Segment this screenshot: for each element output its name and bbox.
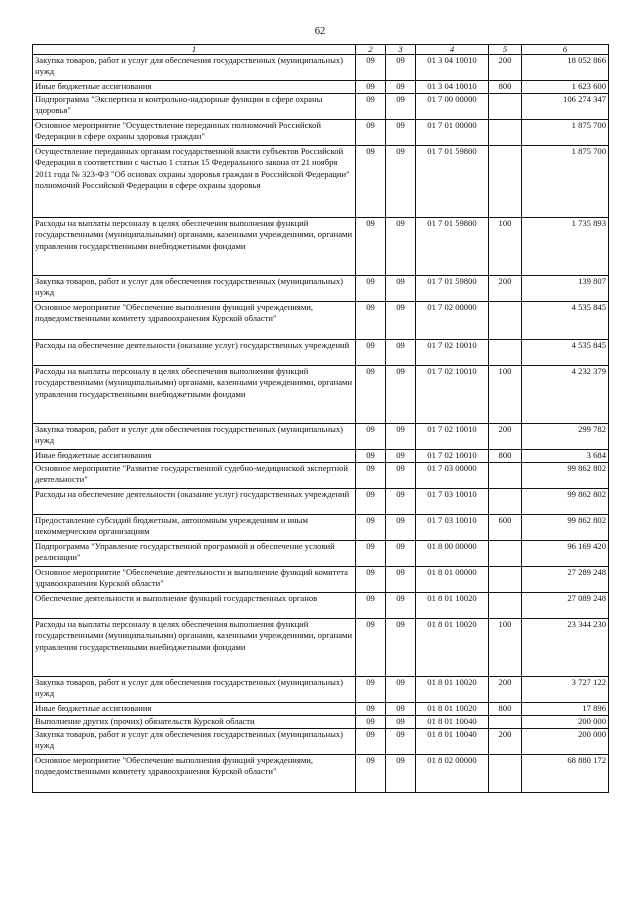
row-expense-type bbox=[489, 593, 522, 619]
row-subsection: 09 bbox=[386, 677, 416, 703]
table-row bbox=[33, 81, 609, 94]
table-row bbox=[33, 450, 609, 463]
table-row bbox=[33, 366, 609, 424]
row-target-code: 01 7 02 00000 bbox=[416, 302, 489, 340]
row-subsection: 09 bbox=[386, 120, 416, 146]
row-target-code: 01 8 02 00000 bbox=[416, 755, 489, 793]
row-amount: 3 684 bbox=[522, 450, 609, 463]
row-subsection: 09 bbox=[386, 276, 416, 302]
row-section: 09 bbox=[356, 729, 386, 755]
header-cell-expense-type: 5 bbox=[489, 45, 522, 55]
row-name: Подпрограмма "Управление государственной программой и обеспечение условий реализации" bbox=[33, 541, 356, 567]
header-cell-section: 2 bbox=[356, 45, 386, 55]
row-name: Основное мероприятие "Обеспечение выполнения функций учреждениями, подведомственными комитету здравоохранения Курской области" bbox=[33, 302, 356, 340]
row-target-code: 01 7 02 10010 bbox=[416, 340, 489, 366]
row-section: 09 bbox=[356, 619, 386, 677]
row-name: Закупка товаров, работ и услуг для обеспечения государственных (муниципальных) нужд bbox=[33, 424, 356, 450]
row-target-code: 01 8 01 10020 bbox=[416, 593, 489, 619]
table-row bbox=[33, 302, 609, 340]
row-expense-type bbox=[489, 146, 522, 218]
row-section: 09 bbox=[356, 567, 386, 593]
row-target-code: 01 7 01 59800 bbox=[416, 218, 489, 276]
table-row bbox=[33, 677, 609, 703]
row-expense-type: 100 bbox=[489, 218, 522, 276]
row-amount: 99 862 802 bbox=[522, 463, 609, 489]
row-name: Обеспечение деятельности и выполнение функций государственных органов bbox=[33, 593, 356, 619]
row-expense-type bbox=[489, 489, 522, 515]
row-expense-type: 200 bbox=[489, 677, 522, 703]
row-name: Иные бюджетные ассигнования bbox=[33, 81, 356, 94]
row-section: 09 bbox=[356, 541, 386, 567]
row-subsection: 09 bbox=[386, 81, 416, 94]
row-section: 09 bbox=[356, 81, 386, 94]
row-expense-type: 800 bbox=[489, 703, 522, 716]
header-cell-subsection: 3 bbox=[386, 45, 416, 55]
table-row bbox=[33, 424, 609, 450]
row-section: 09 bbox=[356, 450, 386, 463]
row-amount: 4 232 379 bbox=[522, 366, 609, 424]
row-amount: 27 089 248 bbox=[522, 593, 609, 619]
row-target-code: 01 7 03 10010 bbox=[416, 489, 489, 515]
header-cell-target-code: 4 bbox=[416, 45, 489, 55]
row-name: Выполнение других (прочих) обязательств Курской области bbox=[33, 716, 356, 729]
table-row bbox=[33, 716, 609, 729]
row-subsection: 09 bbox=[386, 302, 416, 340]
row-amount: 1 623 600 bbox=[522, 81, 609, 94]
row-target-code: 01 8 01 10020 bbox=[416, 677, 489, 703]
row-name: Предоставление субсидий бюджетным, автономным учреждениям и иным некоммерческим организациям bbox=[33, 515, 356, 541]
row-subsection: 09 bbox=[386, 340, 416, 366]
row-amount: 17 896 bbox=[522, 703, 609, 716]
table-row bbox=[33, 703, 609, 716]
row-amount: 139 807 bbox=[522, 276, 609, 302]
header-cell-amount: 6 bbox=[522, 45, 609, 55]
row-section: 09 bbox=[356, 146, 386, 218]
row-section: 09 bbox=[356, 463, 386, 489]
row-section: 09 bbox=[356, 276, 386, 302]
row-amount: 299 782 bbox=[522, 424, 609, 450]
row-section: 09 bbox=[356, 366, 386, 424]
table-row bbox=[33, 755, 609, 793]
row-target-code: 01 8 01 00000 bbox=[416, 567, 489, 593]
row-name: Подпрограмма "Экспертиза и контрольно-надзорные функции в сфере охраны здоровья" bbox=[33, 94, 356, 120]
row-amount: 1 875 700 bbox=[522, 146, 609, 218]
row-subsection: 09 bbox=[386, 55, 416, 81]
row-subsection: 09 bbox=[386, 424, 416, 450]
row-name: Иные бюджетные ассигнования bbox=[33, 703, 356, 716]
table-row bbox=[33, 729, 609, 755]
row-target-code: 01 8 01 10020 bbox=[416, 619, 489, 677]
row-name: Закупка товаров, работ и услуг для обеспечения государственных (муниципальных) нужд bbox=[33, 276, 356, 302]
row-amount: 200 000 bbox=[522, 716, 609, 729]
row-section: 09 bbox=[356, 489, 386, 515]
row-section: 09 bbox=[356, 515, 386, 541]
row-expense-type bbox=[489, 541, 522, 567]
row-expense-type: 200 bbox=[489, 424, 522, 450]
row-subsection: 09 bbox=[386, 218, 416, 276]
page-number: 62 bbox=[314, 26, 326, 37]
row-target-code: 01 7 03 10010 bbox=[416, 515, 489, 541]
row-expense-type bbox=[489, 716, 522, 729]
row-section: 09 bbox=[356, 302, 386, 340]
row-expense-type: 100 bbox=[489, 366, 522, 424]
row-amount: 4 535 845 bbox=[522, 302, 609, 340]
row-name: Иные бюджетные ассигнования bbox=[33, 450, 356, 463]
row-amount: 3 727 122 bbox=[522, 677, 609, 703]
table-row bbox=[33, 619, 609, 677]
table-row bbox=[33, 541, 609, 567]
table-row bbox=[33, 593, 609, 619]
table-row bbox=[33, 55, 609, 81]
row-target-code: 01 7 03 00000 bbox=[416, 463, 489, 489]
row-section: 09 bbox=[356, 120, 386, 146]
row-subsection: 09 bbox=[386, 366, 416, 424]
row-subsection: 09 bbox=[386, 703, 416, 716]
row-expense-type bbox=[489, 120, 522, 146]
row-target-code: 01 7 02 10010 bbox=[416, 450, 489, 463]
row-name: Основное мероприятие "Осуществление переданных полномочий Российской Федерации в сфере охраны здоровья граждан" bbox=[33, 120, 356, 146]
row-section: 09 bbox=[356, 677, 386, 703]
row-subsection: 09 bbox=[386, 489, 416, 515]
row-expense-type: 100 bbox=[489, 619, 522, 677]
row-target-code: 01 3 04 10010 bbox=[416, 55, 489, 81]
row-subsection: 09 bbox=[386, 94, 416, 120]
row-section: 09 bbox=[356, 55, 386, 81]
table-row bbox=[33, 515, 609, 541]
row-target-code: 01 7 01 00000 bbox=[416, 120, 489, 146]
row-subsection: 09 bbox=[386, 463, 416, 489]
table-row bbox=[33, 489, 609, 515]
row-name: Расходы на обеспечение деятельности (оказание услуг) государственных учреждений bbox=[33, 489, 356, 515]
row-amount: 200 000 bbox=[522, 729, 609, 755]
row-name: Расходы на обеспечение деятельности (оказание услуг) государственных учреждений bbox=[33, 340, 356, 366]
row-amount: 96 169 420 bbox=[522, 541, 609, 567]
row-expense-type: 800 bbox=[489, 450, 522, 463]
table-row bbox=[33, 94, 609, 120]
row-amount: 18 052 866 bbox=[522, 55, 609, 81]
row-amount: 106 274 347 bbox=[522, 94, 609, 120]
row-amount: 99 862 802 bbox=[522, 489, 609, 515]
row-section: 09 bbox=[356, 755, 386, 793]
row-name: Закупка товаров, работ и услуг для обеспечения государственных (муниципальных) нужд bbox=[33, 677, 356, 703]
table-row bbox=[33, 120, 609, 146]
row-subsection: 09 bbox=[386, 515, 416, 541]
row-amount: 99 862 802 bbox=[522, 515, 609, 541]
row-name: Закупка товаров, работ и услуг для обеспечения государственных (муниципальных) нужд bbox=[33, 55, 356, 81]
row-name: Расходы на выплаты персоналу в целях обеспечения выполнения функций государственными (муниципальными) органами, казенными учреждениями, органами управления государственными внебюджетными фондами bbox=[33, 366, 356, 424]
row-expense-type: 200 bbox=[489, 276, 522, 302]
row-section: 09 bbox=[356, 424, 386, 450]
row-section: 09 bbox=[356, 703, 386, 716]
row-section: 09 bbox=[356, 94, 386, 120]
row-target-code: 01 7 00 00000 bbox=[416, 94, 489, 120]
table-row bbox=[33, 146, 609, 218]
row-target-code: 01 8 01 10040 bbox=[416, 716, 489, 729]
row-expense-type bbox=[489, 755, 522, 793]
row-target-code: 01 7 02 10010 bbox=[416, 424, 489, 450]
row-name: Основное мероприятие "Развитие государственной судебно-медицинской экспертной деятельности" bbox=[33, 463, 356, 489]
row-subsection: 09 bbox=[386, 593, 416, 619]
row-subsection: 09 bbox=[386, 716, 416, 729]
row-expense-type: 600 bbox=[489, 515, 522, 541]
table-row bbox=[33, 218, 609, 276]
row-subsection: 09 bbox=[386, 619, 416, 677]
row-target-code: 01 7 01 59800 bbox=[416, 276, 489, 302]
row-target-code: 01 3 04 10010 bbox=[416, 81, 489, 94]
row-amount: 27 289 248 bbox=[522, 567, 609, 593]
row-name: Осуществление переданных органам государственной власти субъектов Российской Федерации в соответствии с частью 1 статьи 15 Федерального закона от 21 ноября 2011 года № 323-ФЗ "Об основах охраны здоровья граждан в Российской Федерации" полномочий Российской Федерации в сфере охраны здоровья bbox=[33, 146, 356, 218]
row-amount: 1 735 893 bbox=[522, 218, 609, 276]
row-amount: 68 880 172 bbox=[522, 755, 609, 793]
row-target-code: 01 7 01 59800 bbox=[416, 146, 489, 218]
table-row bbox=[33, 463, 609, 489]
row-name: Основное мероприятие "Обеспечение выполнения функций учреждениями, подведомственными комитету здравоохранения Курской области" bbox=[33, 755, 356, 793]
row-section: 09 bbox=[356, 716, 386, 729]
row-subsection: 09 bbox=[386, 146, 416, 218]
row-subsection: 09 bbox=[386, 450, 416, 463]
row-section: 09 bbox=[356, 340, 386, 366]
row-name: Закупка товаров, работ и услуг для обеспечения государственных (муниципальных) нужд bbox=[33, 729, 356, 755]
row-subsection: 09 bbox=[386, 567, 416, 593]
table-row bbox=[33, 567, 609, 593]
header-cell-name: 1 bbox=[33, 45, 356, 55]
row-subsection: 09 bbox=[386, 541, 416, 567]
row-expense-type: 800 bbox=[489, 81, 522, 94]
row-expense-type bbox=[489, 340, 522, 366]
row-expense-type bbox=[489, 463, 522, 489]
row-section: 09 bbox=[356, 218, 386, 276]
row-target-code: 01 8 01 10040 bbox=[416, 729, 489, 755]
row-expense-type: 200 bbox=[489, 55, 522, 81]
row-name: Расходы на выплаты персоналу в целях обеспечения выполнения функций государственными (муниципальными) органами, казенными учреждениями, органами управления государственными внебюджетными фондами bbox=[33, 218, 356, 276]
row-expense-type bbox=[489, 302, 522, 340]
row-target-code: 01 8 00 00000 bbox=[416, 541, 489, 567]
row-expense-type bbox=[489, 567, 522, 593]
row-target-code: 01 7 02 10010 bbox=[416, 366, 489, 424]
row-amount: 4 535 845 bbox=[522, 340, 609, 366]
table-row bbox=[33, 276, 609, 302]
table-row bbox=[33, 340, 609, 366]
row-expense-type bbox=[489, 94, 522, 120]
row-subsection: 09 bbox=[386, 729, 416, 755]
row-name: Основное мероприятие "Обеспечение деятельности и выполнение функций комитета здравоохранения Курской области" bbox=[33, 567, 356, 593]
row-expense-type: 200 bbox=[489, 729, 522, 755]
row-amount: 23 344 230 bbox=[522, 619, 609, 677]
budget-table bbox=[32, 44, 609, 793]
row-target-code: 01 8 01 10020 bbox=[416, 703, 489, 716]
row-name: Расходы на выплаты персоналу в целях обеспечения выполнения функций государственными (муниципальными) органами, казенными учреждениями, органами управления государственными внебюджетными фондами bbox=[33, 619, 356, 677]
row-section: 09 bbox=[356, 593, 386, 619]
row-subsection: 09 bbox=[386, 755, 416, 793]
row-amount: 1 875 700 bbox=[522, 120, 609, 146]
header-row bbox=[33, 45, 609, 55]
